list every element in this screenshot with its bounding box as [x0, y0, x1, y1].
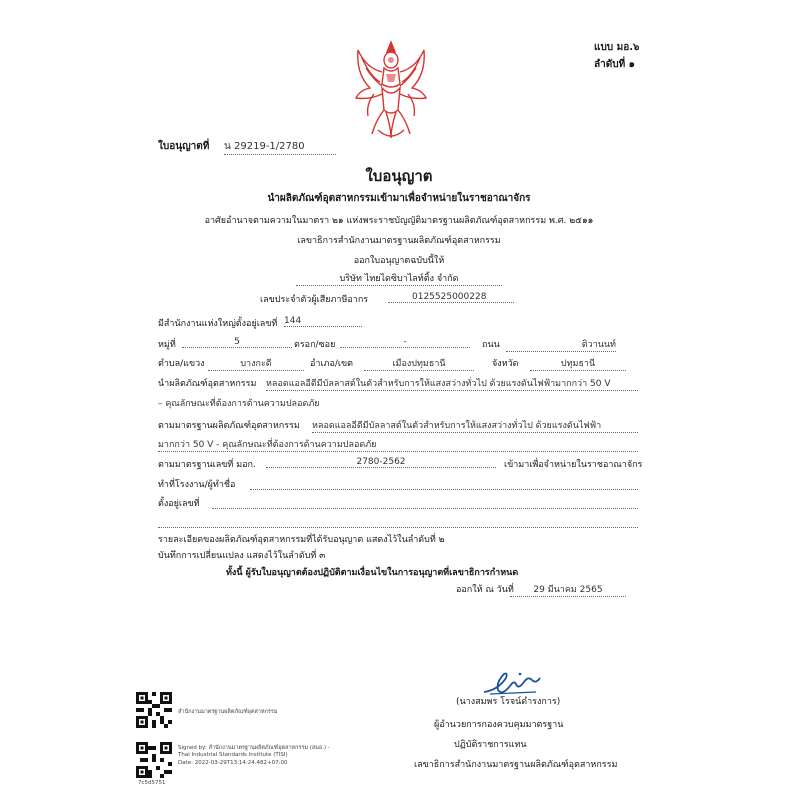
- signed-date: Date: 2022-03-29T13:14:24.482+07:00: [178, 760, 288, 766]
- details-line-1: รายละเอียดของผลิตภัณฑ์อุตสาหกรรมที่ได้รับอนุญาต แสดงไว้ในลำดับที่ ๒: [158, 535, 445, 545]
- signer-office: เลขาธิการสำนักงานมาตรฐานผลิตภัณฑ์อุตสาหกรรม: [414, 760, 618, 770]
- road-value: ติวานนท์: [506, 337, 616, 352]
- date-label: ออกให้ ณ วันที่: [456, 585, 514, 595]
- license-document: [116, 0, 682, 800]
- license-no-label: ใบอนุญาตที่: [158, 141, 210, 152]
- signer-position: ผู้อำนวยการกองควบคุมมาตรฐาน: [434, 720, 564, 730]
- product-line-1: หลอดแอลอีดีมีบัลลาสต์ในตัวสำหรับการให้แสงสว่างทั่วไป ด้วยแรงดันไฟฟ้ามากกว่า 50 V: [266, 376, 638, 391]
- factory-address-line-2: [158, 522, 638, 528]
- factory-address-line: [212, 503, 638, 509]
- tax-id-value: 0125525000228: [388, 292, 514, 303]
- soi-label: ตรอก/ซอย: [294, 340, 336, 350]
- road-label: ถนน: [482, 340, 500, 350]
- office-no: 144: [284, 316, 362, 327]
- product-label: นำผลิตภัณฑ์อุตสาหกรรม: [158, 379, 257, 389]
- moo-value: 5: [182, 337, 292, 348]
- qr-caption: สำนักงานมาตรฐานผลิตภัณฑ์อุตสาหกรรม: [178, 709, 278, 715]
- standard-line-1: หลอดแอลอีดีมีบัลลาสต์ในตัวสำหรับการให้แสงสว่างทั่วไป ด้วยแรงดันไฟฟ้า: [312, 418, 638, 433]
- signed-institute: Thai Industrial Standards Institute (TISI): [178, 752, 288, 758]
- amphoe-label: อำเภอ/เขต: [310, 359, 353, 369]
- secretary-line: เลขาธิการสำนักงานมาตรฐานผลิตภัณฑ์อุตสาหกรรม: [297, 236, 501, 246]
- std-no-suffix: เข้ามาเพื่อจำหน่ายในราชอาณาจักร: [504, 460, 643, 470]
- form-code: แบบ มอ.๖: [594, 42, 640, 53]
- factory-address-label: ตั้งอยู่เลขที่: [158, 499, 200, 509]
- std-no-value: 2780-2562: [266, 457, 496, 468]
- form-order: ลำดับที่ ๑: [594, 59, 636, 70]
- std-no-label: ตามมาตรฐานเลขที่ มอก.: [158, 460, 256, 470]
- standard-line-2: มากกว่า 50 V - คุณลักษณะที่ต้องการด้านความปลอดภัย: [158, 437, 638, 452]
- details-line-2: บันทึกการเปลี่ยนแปลง แสดงไว้ในลำดับที่ ๓: [158, 551, 326, 561]
- license-no-value: น 29219-1/2780: [224, 139, 336, 155]
- amphoe-value: เมืองปทุมธานี: [364, 356, 474, 371]
- product-line-2: – คุณลักษณะที่ต้องการด้านความปลอดภัย: [158, 399, 320, 409]
- tambon-label: ตำบล/แขวง: [158, 359, 205, 369]
- factory-label: ทำที่โรงงาน/ผู้ทำชื่อ: [158, 480, 236, 490]
- garuda-emblem-icon: [352, 38, 430, 144]
- qr-code-icon: [136, 692, 172, 728]
- issue-line: ออกใบอนุญาตฉบับนี้ให้: [353, 256, 445, 266]
- province-label: จังหวัด: [492, 359, 519, 369]
- condition-line: ทั้งนี้ ผู้รับใบอนุญาตต้องปฏิบัติตามเงื่อนไขในการอนุญาตที่เลขาธิการกำหนด: [226, 568, 519, 578]
- standard-label: ตามมาตรฐานผลิตภัณฑ์อุตสาหกรรม: [158, 421, 300, 431]
- tax-id-label: เลขประจำตัวผู้เสียภาษีอากร: [260, 295, 369, 305]
- document-title: ใบอนุญาต: [365, 167, 433, 185]
- moo-label: หมู่ที่: [158, 340, 176, 350]
- soi-value: -: [340, 337, 470, 348]
- province-value: ปทุมธานี: [530, 356, 626, 371]
- signed-by: Signed by: สำนักงานมาตรฐานผลิตภัณฑ์อุตสาหกรรม (สมอ.) -: [178, 745, 330, 751]
- date-value: 29 มีนาคม 2565: [510, 582, 626, 597]
- office-label: มีสำนักงานแห่งใหญ่ตั้งอยู่เลขที่: [158, 319, 278, 329]
- company-name: บริษัท ไทยไดซิบาไลท์ติ้ง จำกัด: [296, 271, 502, 286]
- authority-line: อาศัยอำนาจตามความในมาตรา ๒๑ แห่งพระราชบัญญัติมาตรฐานผลิตภัณฑ์อุตสาหกรรม พ.ศ. ๒๕๑๑: [204, 216, 594, 226]
- signature-qr-code-icon: [136, 742, 172, 778]
- document-code: 7c5d5751: [138, 780, 166, 786]
- tambon-value: บางกะดี: [208, 356, 304, 371]
- signer-name: (นางสมพร โรจน์ดำรงการ): [456, 697, 561, 707]
- factory-line: [250, 484, 638, 490]
- signer-acting: ปฏิบัติราชการแทน: [454, 740, 527, 750]
- document-subtitle: นำผลิตภัณฑ์อุตสาหกรรมเข้ามาเพื่อจำหน่ายในราชอาณาจักร: [267, 193, 531, 204]
